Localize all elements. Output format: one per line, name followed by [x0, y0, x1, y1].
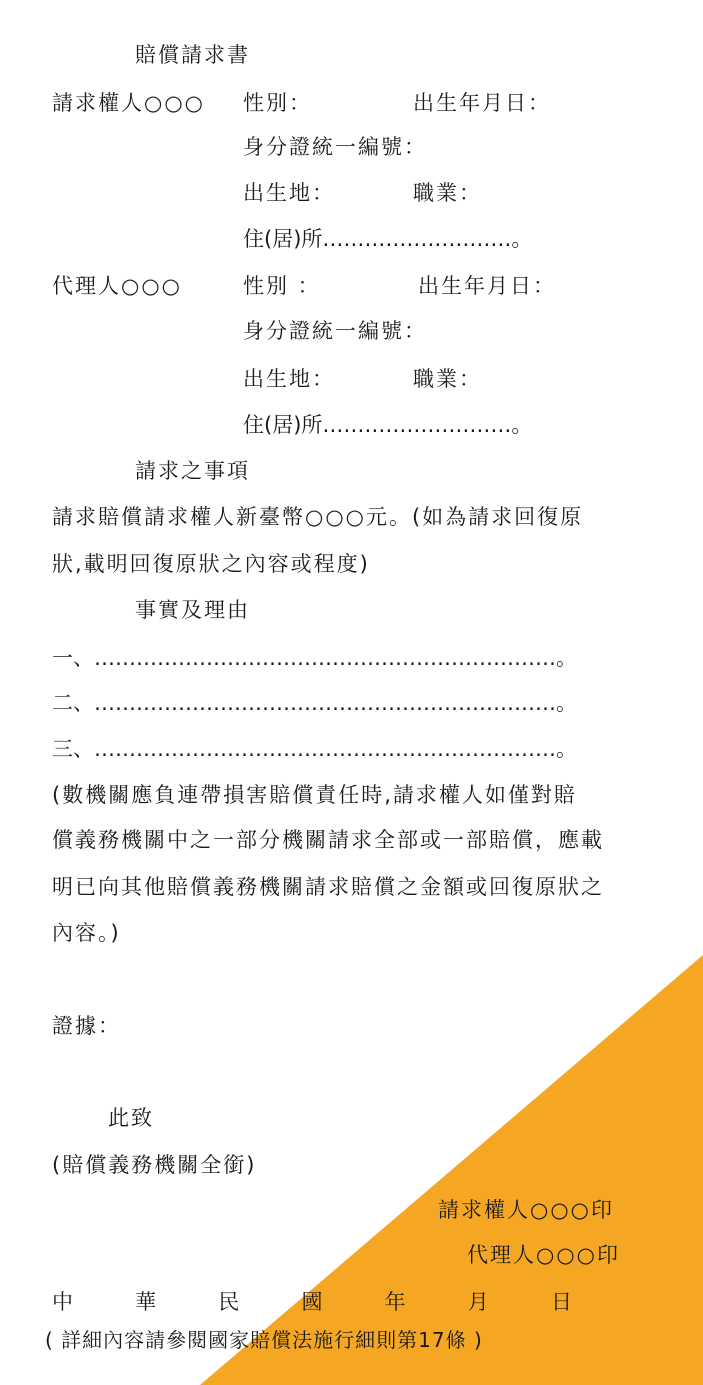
claimant-occupation: 職業： — [413, 181, 482, 205]
claims-heading: 請求之事項 — [135, 459, 250, 483]
form-title: 賠償請求書 — [135, 43, 250, 67]
recipient-agency: (賠償義務機關全銜) — [52, 1153, 257, 1177]
claimant-signature: 請求權人○○○印 — [438, 1198, 614, 1222]
facts-note-line-1: (數機關應負連帶損害賠償責任時,請求權人如僅對賠 — [52, 783, 577, 807]
date-row — [52, 1288, 572, 1316]
date-char: 月 — [467, 1290, 489, 1314]
date-char: 日 — [550, 1290, 572, 1314]
facts-item-2: 二、…………………………………………………………。 — [52, 691, 577, 715]
facts-note-line-3: 明已向其他賠償義務機關請求賠償之金額或回復原狀之 — [52, 875, 604, 899]
facts-item-1: 一、…………………………………………………………。 — [52, 646, 577, 670]
claimant-id-number: 身分證統一編號： — [243, 135, 427, 159]
agent-signature: 代理人○○○印 — [467, 1243, 620, 1267]
claims-line-1: 請求賠償請求權人新臺幣○○○元。(如為請求回復原 — [52, 505, 584, 529]
agent-id-number: 身分證統一編號： — [243, 319, 427, 343]
facts-heading: 事實及理由 — [135, 598, 250, 622]
facts-item-3: 三、…………………………………………………………。 — [52, 737, 577, 761]
agent-birthdate: 出生年月日： — [418, 274, 556, 298]
evidence-label: 證據： — [52, 1014, 121, 1038]
date-char: 華 — [135, 1290, 157, 1314]
footnote-reference: ( 詳細內容請參閱國家賠償法施行細則第17條 ) — [45, 1328, 483, 1352]
date-char: 年 — [384, 1290, 406, 1314]
facts-note-line-4: 內容。) — [52, 921, 121, 945]
date-char: 中 — [52, 1290, 73, 1314]
claimant-birthplace: 出生地： — [243, 181, 335, 205]
agent-label: 代理人○○○ — [52, 274, 182, 298]
salutation: 此致 — [108, 1106, 154, 1130]
facts-note-line-2: 償義務機關中之一部分機關請求全部或一部賠償，應載 — [52, 828, 604, 852]
agent-occupation: 職業： — [413, 367, 482, 391]
date-char: 國 — [301, 1290, 323, 1314]
claimant-birthdate: 出生年月日： — [413, 91, 551, 115]
date-char: 民 — [218, 1290, 240, 1314]
claimant-label: 請求權人○○○ — [52, 91, 205, 115]
agent-birthplace: 出生地： — [243, 367, 335, 391]
claimant-residence: 住(居)所………………………。 — [243, 227, 533, 251]
agent-gender: 性別 ： — [243, 274, 321, 298]
claimant-gender: 性別： — [243, 91, 312, 115]
agent-residence: 住(居)所………………………。 — [243, 413, 533, 437]
claims-line-2: 狀,載明回復原狀之內容或程度) — [52, 552, 370, 576]
